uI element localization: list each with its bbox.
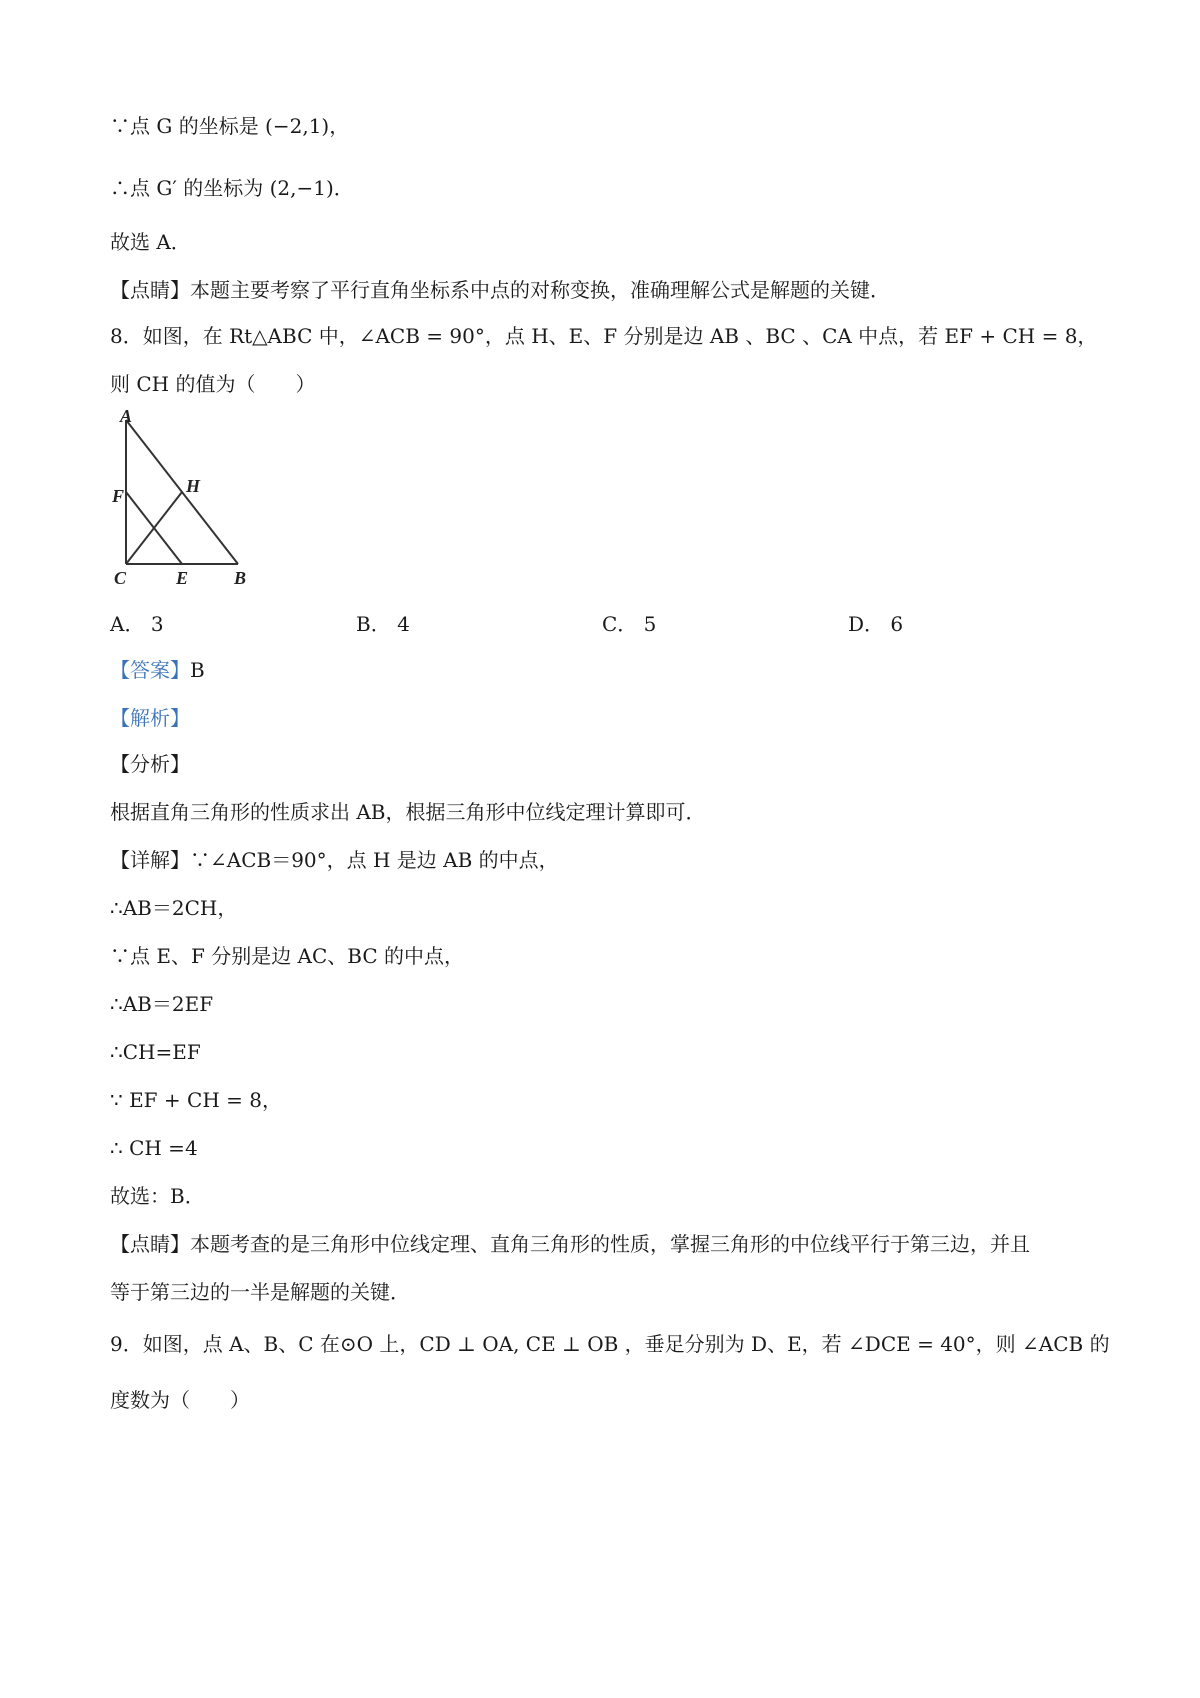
option-d-value: 6 <box>890 612 904 636</box>
line-1: ∵点 G 的坐标是 (−2,1)， <box>110 114 350 138</box>
detail-7: ∴ CH =4 <box>110 1136 198 1160</box>
option-c <box>602 608 656 637</box>
detail-8: 故选：B． <box>110 1184 205 1208</box>
detail-4: ∴AB＝2EF <box>110 992 214 1016</box>
label-b: B <box>234 568 247 588</box>
dianjing-1: 【点睛】本题主要考察了平行直角坐标系中点的对称变换，准确理解公式是解题的关键． <box>110 278 890 302</box>
option-c-value: 5 <box>643 612 657 636</box>
option-b <box>356 608 410 637</box>
label-c: C <box>114 568 127 588</box>
fenxi-text: 根据直角三角形的性质求出 AB，根据三角形中位线定理计算即可． <box>110 800 706 824</box>
triangle-figure <box>108 408 288 588</box>
option-b-value: 4 <box>397 612 410 636</box>
question-8-line-1: 8．如图，在 Rt△ABC 中，∠ACB = 90°，点 H、E、F 分别是边 AB 、BC 、CA 中点，若 EF + CH = 8， <box>110 324 1098 348</box>
detail-1: 【详解】∵∠ACB＝90°，点 H 是边 AB 的中点， <box>110 848 559 872</box>
dianjing-2-line-2: 等于第三边的一半是解题的关键． <box>110 1280 410 1304</box>
line-3: 故选 A． <box>110 230 191 254</box>
question-8-line-2: 则 CH 的值为（ ） <box>110 372 316 396</box>
options-row <box>110 608 1010 638</box>
fenxi-tag: 【分析】 <box>110 752 190 776</box>
answer-tag: 【答案】 <box>110 658 190 682</box>
option-b-label: B． <box>356 612 391 636</box>
question-9-line-2: 度数为（ ） <box>110 1388 250 1412</box>
label-f: F <box>112 486 125 506</box>
option-a <box>110 608 164 637</box>
option-c-label: C． <box>602 612 638 636</box>
question-9-line-1: 9．如图，点 A、B、C 在⊙O 上，CD ⊥ OA, CE ⊥ OB ，垂足分别为 D、E，若 ∠DCE = 40°，则 ∠ACB 的 <box>110 1332 1110 1356</box>
label-h: H <box>186 476 201 496</box>
option-a-label: A． <box>110 612 145 636</box>
answer-value: B <box>190 658 205 682</box>
option-d <box>848 608 903 637</box>
detail-6: ∵ EF + CH = 8， <box>110 1088 282 1112</box>
detail-5: ∴CH=EF <box>110 1040 201 1064</box>
detail-2: ∴AB＝2CH， <box>110 896 238 920</box>
line-2: ∴点 G′ 的坐标为 (2,−1)． <box>110 176 354 200</box>
option-d-label: D． <box>848 612 885 636</box>
option-a-value: 3 <box>150 612 164 636</box>
answer-line <box>110 656 205 684</box>
label-a: A <box>120 408 133 426</box>
label-e: E <box>176 568 189 588</box>
analysis-tag: 【解析】 <box>110 706 190 730</box>
detail-3: ∵点 E、F 分别是边 AC、BC 的中点， <box>110 944 465 968</box>
dianjing-2-line-1: 【点睛】本题考查的是三角形中位线定理、直角三角形的性质，掌握三角形的中位线平行于第三边，并且 <box>110 1232 1030 1256</box>
